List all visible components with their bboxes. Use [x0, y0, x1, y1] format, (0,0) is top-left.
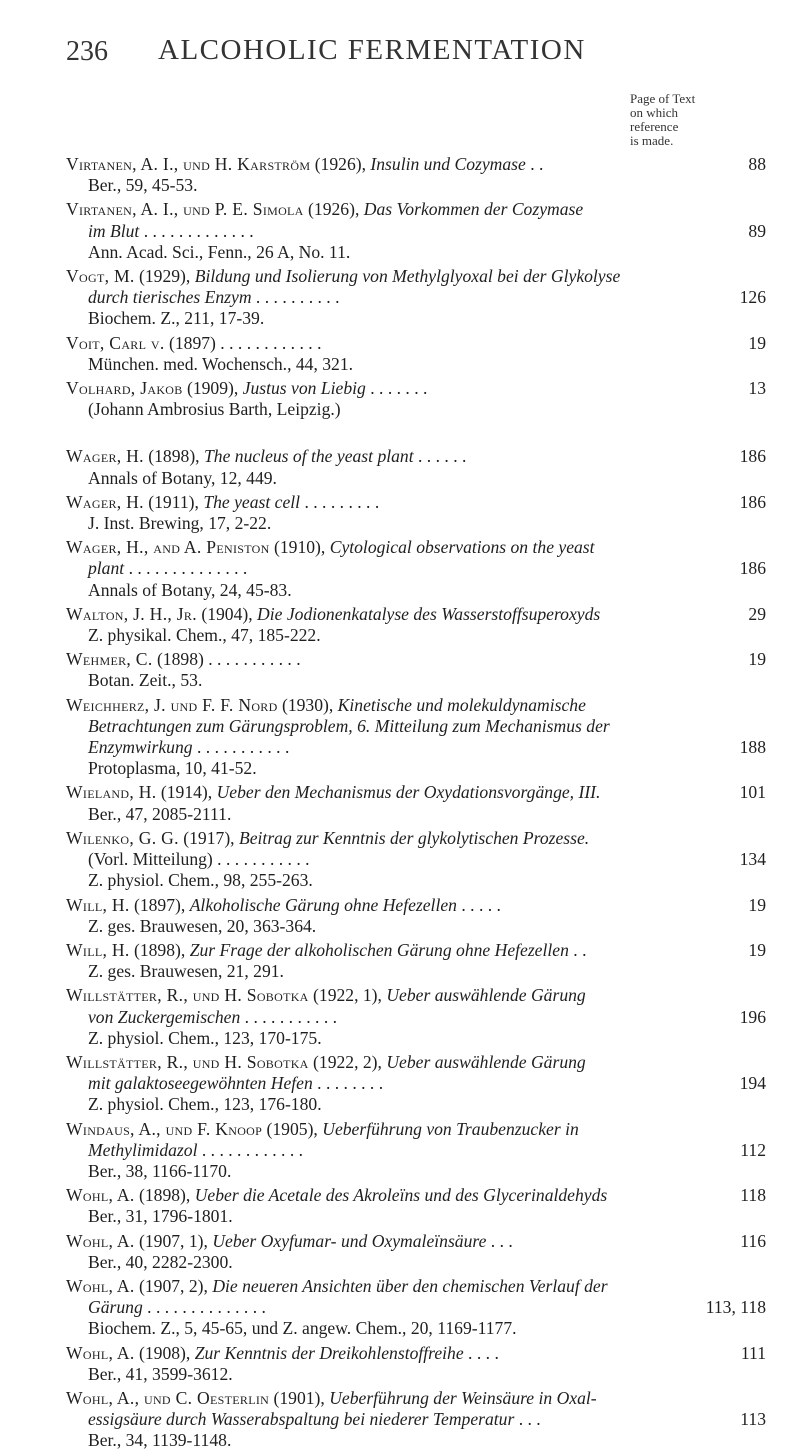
entry-date: (1914), — [156, 782, 217, 803]
bibliography-entry — [66, 154, 766, 196]
bibliography-entry — [66, 695, 766, 780]
entry-date: (1917), — [178, 827, 239, 848]
entry-title-continued: von Zuckergemischen — [88, 1006, 241, 1027]
entry-author: Walton, J. H., Jr. — [66, 603, 197, 624]
entry-title-continued: mit galaktoseegewöhnten Hefen — [88, 1073, 313, 1094]
entry-journal: Annals of Botany, 12, 449. — [88, 467, 277, 488]
entry-leader-dots: . . . . . . . . . . . — [240, 1006, 338, 1027]
entry-page-reference: 188 — [739, 737, 766, 758]
bibliography-entry — [66, 1343, 766, 1385]
bibliography-entry — [66, 1276, 766, 1340]
entry-title: The nucleus of the yeast plant — [203, 446, 414, 467]
entry-date: (1922, 1), — [308, 985, 387, 1006]
entry-author: Wieland, H. — [66, 782, 157, 803]
entry-title: Alkoholische Gärung ohne Hefezellen — [189, 894, 457, 915]
entry-page-reference: 88 — [748, 154, 766, 174]
entry-date: (1926), — [303, 199, 364, 220]
bibliography-entry — [66, 1231, 766, 1273]
entry-page-reference: 101 — [739, 782, 766, 803]
entry-date: (1904), — [196, 603, 258, 624]
entry-page-reference: 118 — [740, 1185, 766, 1206]
entry-title: Ueberführung von Traubenzucker in — [322, 1118, 579, 1139]
entry-leader-dots: . . . . . . . . . . — [251, 287, 340, 308]
entry-journal: Z. ges. Brauwesen, 21, 291. — [88, 961, 284, 982]
entry-journal: Ann. Acad. Sci., Fenn., 26 A, No. 11. — [88, 241, 351, 262]
entry-date: (1897), — [129, 894, 190, 915]
entry-title: Die neueren Ansichten über den chemischen Verlauf der — [212, 1275, 608, 1296]
entry-title: Das Vorkommen der Cozymase — [363, 199, 584, 220]
entry-author: Wohl, A., und C. Oesterlin — [66, 1387, 270, 1408]
entry-leader-dots: . . . . . . — [413, 446, 467, 467]
entry-author: Wehmer, C. — [66, 649, 153, 670]
entry-page-reference: 19 — [748, 332, 766, 353]
entry-page-reference: 19 — [748, 649, 766, 670]
entry-title: Die Jodionenkatalyse des Wasserstoffsuperoxyds — [257, 603, 601, 624]
bibliography-entry — [66, 266, 766, 330]
column-heading-line: reference — [630, 119, 679, 134]
entry-journal: Ber., 34, 1139-1148. — [88, 1430, 232, 1451]
entry-journal: Z. physiol. Chem., 123, 170-175. — [88, 1027, 322, 1048]
entry-title: Ueber auswählende Gärung — [386, 1051, 586, 1072]
entry-journal: Biochem. Z., 211, 17-39. — [88, 308, 265, 329]
bibliography-entry — [66, 604, 766, 646]
bibliography-entry — [66, 985, 766, 1049]
entry-title: Ueber die Acetale des Akroleïns und des Glycerinaldehyds — [194, 1185, 608, 1206]
entry-page-reference: 19 — [748, 894, 766, 915]
entry-date: (1911), — [143, 491, 204, 512]
entry-title: Kinetische und molekuldynamische — [337, 694, 586, 715]
entry-date: (1926), — [310, 154, 371, 174]
entry-journal: Protoplasma, 10, 41-52. — [88, 758, 257, 779]
bibliography-entry — [66, 378, 766, 420]
entry-leader-dots: . . . . . . . . . . . — [203, 649, 301, 670]
entry-leader-dots: . . . — [514, 1409, 541, 1430]
entry-page-reference: 112 — [740, 1139, 766, 1160]
entry-leader-dots: . . . . . . . . . — [300, 491, 380, 512]
bibliography-entry — [66, 828, 766, 892]
entry-leader-dots: . . . . . . . . . . . . — [215, 332, 322, 353]
bibliography-entry — [66, 1388, 766, 1452]
bibliography-entry — [66, 895, 766, 937]
entry-title: Ueber den Mechanismus der Oxydationsvorgänge, III. — [216, 782, 601, 803]
entry-author: Wohl, A. — [66, 1185, 135, 1206]
entry-page-reference: 186 — [739, 558, 766, 579]
bibliography-entry — [66, 649, 766, 691]
entry-title-continued: im Blut — [88, 220, 140, 241]
entry-title: Bildung und Isolierung von Methylglyoxal bei der Glykolyse — [194, 266, 621, 287]
entry-leader-dots: . . . . . . . . . . . — [192, 737, 290, 758]
entry-page-reference: 186 — [739, 446, 766, 467]
entry-date: (1908), — [134, 1342, 195, 1363]
page-reference-column-heading — [630, 92, 770, 148]
entry-journal: Z. physikal. Chem., 47, 185-222. — [88, 625, 321, 646]
entry-journal: Ber., 59, 45-53. — [88, 175, 198, 196]
entry-date: (1898) — [152, 649, 204, 670]
entry-title: Justus von Liebig — [242, 378, 366, 399]
bibliography-entry — [66, 782, 766, 824]
column-heading-line: Page of Text — [630, 91, 696, 106]
entry-author: Windaus, A., und F. Knoop — [66, 1118, 263, 1139]
entry-leader-dots: . . . . . . . . . . . . . . — [124, 558, 248, 579]
entry-author: Wager, H. — [66, 446, 144, 467]
bibliography-entry — [66, 333, 766, 375]
entry-title: Ueber Oxyfumar- und Oxymaleïnsäure — [212, 1230, 487, 1251]
entry-author: Vogt, M. — [66, 266, 135, 287]
bibliography-entry — [66, 446, 766, 488]
entry-title-continued: Enzymwirkung — [88, 737, 193, 758]
entry-page-reference: 194 — [739, 1073, 766, 1094]
entry-page-reference: 126 — [739, 287, 766, 308]
entry-date: (1898), — [134, 1185, 195, 1206]
running-title: ALCOHOLIC FERMENTATION — [158, 34, 586, 66]
entry-date: (1922, 2), — [308, 1051, 387, 1072]
entry-journal: Z. ges. Brauwesen, 20, 363-364. — [88, 915, 317, 936]
entry-journal: München. med. Wochensch., 44, 321. — [88, 353, 354, 374]
entry-page-reference: 196 — [739, 1006, 766, 1027]
entry-author: Willstätter, R., und H. Sobotka — [66, 1051, 309, 1072]
entry-page-reference: 19 — [748, 939, 766, 960]
entry-page-reference: 186 — [739, 491, 766, 512]
bibliography-entry — [66, 492, 766, 534]
entry-title-continued: Methylimidazol — [88, 1139, 198, 1160]
entry-journal: (Johann Ambrosius Barth, Leipzig.) — [88, 399, 341, 420]
entry-page-reference: 116 — [740, 1230, 766, 1251]
bibliography-entry — [66, 940, 766, 982]
entry-author: Will, H. — [66, 939, 130, 960]
entry-author: Wohl, A. — [66, 1342, 135, 1363]
entry-journal: Botan. Zeit., 53. — [88, 670, 203, 691]
entry-author: Wilenko, G. G. — [66, 827, 179, 848]
entry-leader-dots: . . — [568, 939, 587, 960]
entry-date: (1909), — [182, 378, 243, 399]
entry-journal: Z. physiol. Chem., 123, 176-180. — [88, 1094, 322, 1115]
entry-journal: Ber., 40, 2282-2300. — [88, 1251, 233, 1272]
entry-author: Will, H. — [66, 894, 130, 915]
entry-page-reference: 113, 118 — [705, 1297, 766, 1318]
entry-leader-dots: . . . — [486, 1230, 513, 1251]
entry-title-note: (Vorl. Mitteilung) — [88, 849, 213, 870]
entry-page-reference: 13 — [748, 378, 766, 399]
entry-title: Ueber auswählende Gärung — [386, 985, 586, 1006]
entry-date: (1929), — [134, 266, 195, 287]
bibliography-list — [66, 154, 766, 1455]
entry-date: (1910), — [269, 537, 330, 558]
entry-leader-dots: . . . . — [463, 1342, 499, 1363]
entry-leader-dots: . . . . . — [456, 894, 501, 915]
entry-journal: Z. physiol. Chem., 98, 255-263. — [88, 870, 313, 891]
entry-page-reference: 113 — [740, 1409, 766, 1430]
bibliography-entry — [66, 537, 766, 601]
entry-title: Insulin und Cozymase — [370, 154, 526, 174]
entry-page-reference: 111 — [740, 1342, 766, 1363]
entry-author: Wohl, A. — [66, 1230, 135, 1251]
entry-title-continued: Gärung — [88, 1297, 143, 1318]
entry-journal: Annals of Botany, 24, 45-83. — [88, 579, 292, 600]
entry-author: Volhard, Jakob — [66, 378, 183, 399]
entry-title-continued: plant — [88, 558, 125, 579]
entry-page-reference: 89 — [748, 220, 766, 241]
bibliography-entry — [66, 1185, 766, 1227]
entry-author: Virtanen, A. I., und H. Karström — [66, 154, 311, 174]
bibliography-entry — [66, 1052, 766, 1116]
entry-date: (1898), — [129, 939, 190, 960]
entry-title: Beitrag zur Kenntnis der glykolytischen Prozesse. — [238, 827, 590, 848]
entry-date: (1905), — [262, 1118, 323, 1139]
entry-journal: Ber., 47, 2085-2111. — [88, 803, 232, 824]
entry-journal: J. Inst. Brewing, 17, 2-22. — [88, 513, 272, 534]
column-heading-line: on which — [630, 105, 679, 120]
entry-date: (1907, 1), — [134, 1230, 213, 1251]
entry-title: The yeast cell — [203, 491, 301, 512]
entry-date: (1898), — [143, 446, 204, 467]
entry-journal: Ber., 38, 1166-1170. — [88, 1160, 232, 1181]
entry-title: Ueberführung der Weinsäure in Oxal- — [329, 1387, 597, 1408]
entry-leader-dots: . . . . . . . . . . . . — [197, 1139, 304, 1160]
entry-date: (1930), — [277, 694, 338, 715]
page-number: 236 — [66, 36, 108, 67]
entry-title-continued: essigsäure durch Wasserabspaltung bei niederer Temperatur — [88, 1409, 515, 1430]
entry-page-reference: 134 — [739, 849, 766, 870]
entry-journal: Biochem. Z., 5, 45-65, und Z. angew. Chem., 20, 1169-1177. — [88, 1318, 517, 1339]
entry-date: (1907, 2), — [134, 1275, 213, 1296]
column-heading-line: is made. — [630, 133, 674, 148]
bibliography-entry — [66, 1119, 766, 1183]
entry-date: (1901), — [269, 1387, 330, 1408]
entry-leader-dots: . . . . . . . . — [312, 1073, 384, 1094]
entry-leader-dots: . . . . . . . . . . . — [212, 849, 310, 870]
entry-leader-dots: . . . . . . . . . . . . . — [139, 220, 254, 241]
entry-leader-dots: . . . . . . . — [365, 378, 428, 399]
entry-date: (1897) — [164, 332, 216, 353]
entry-journal: Ber., 41, 3599-3612. — [88, 1363, 233, 1384]
entry-author: Voit, Carl v. — [66, 332, 165, 353]
entry-title: Zur Frage der alkoholischen Gärung ohne Hefezellen — [189, 939, 569, 960]
entry-author: Willstätter, R., und H. Sobotka — [66, 985, 309, 1006]
entry-title: Cytological observations on the yeast — [329, 537, 595, 558]
entry-author: Wohl, A. — [66, 1275, 135, 1296]
entry-title-continued: durch tierisches Enzym — [88, 287, 252, 308]
entry-author: Wager, H. — [66, 491, 144, 512]
entry-title-continued: Betrachtungen zum Gärungsproblem, 6. Mitteilung zum Mechanismus der — [88, 715, 610, 736]
entry-leader-dots: . . . . . . . . . . . . . . — [142, 1297, 266, 1318]
entry-author: Virtanen, A. I., und P. E. Simola — [66, 199, 304, 220]
entry-author: Wager, H., and A. Peniston — [66, 537, 270, 558]
entry-title: Zur Kenntnis der Dreikohlenstoffreihe — [194, 1342, 464, 1363]
entry-page-reference: 29 — [748, 603, 766, 624]
entry-author: Weichherz, J. und F. F. Nord — [66, 694, 278, 715]
entry-journal: Ber., 31, 1796-1801. — [88, 1206, 233, 1227]
bibliography-entry — [66, 199, 766, 263]
entry-leader-dots: . . — [525, 154, 544, 174]
